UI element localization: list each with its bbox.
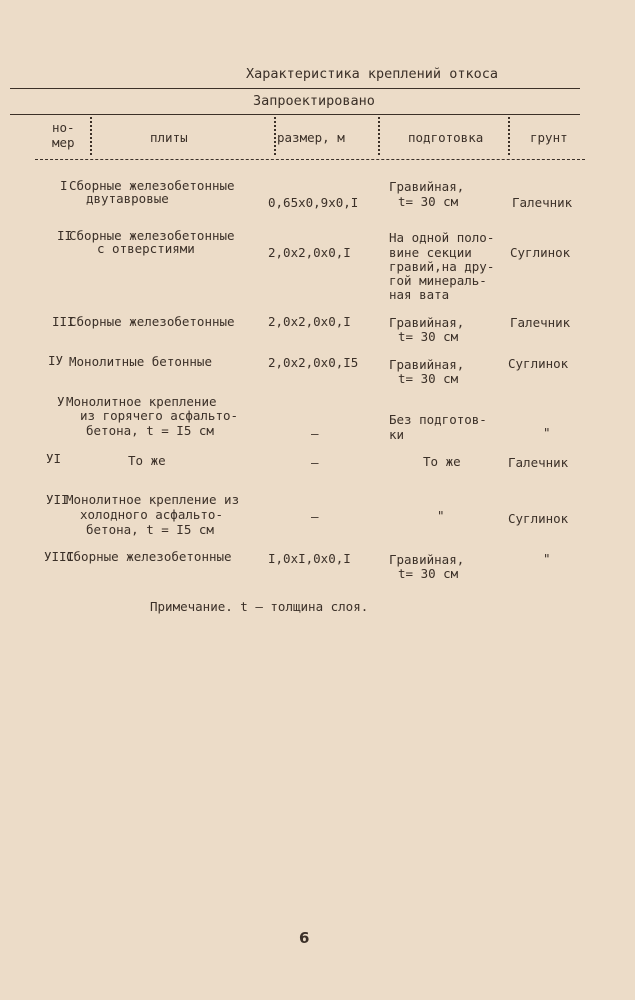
table-title: Характеристика креплений откоса	[246, 66, 498, 82]
row-4-plates-line1: Монолитные бетонные	[69, 354, 212, 369]
header-num-line1: но-	[52, 120, 75, 135]
row-7-soil: Суглинок	[508, 511, 569, 526]
row-2-prep-line3: гравий,на дру-	[389, 259, 495, 274]
row-1-size: 0,65x0,9x0,I	[268, 195, 359, 210]
row-7-size: –	[311, 509, 319, 524]
row-2-soil: Суглинок	[510, 245, 571, 260]
row-5-plates-line2: из горячего асфальто-	[80, 408, 239, 423]
row-3-prep-line2: t= 30 см	[398, 329, 459, 344]
row-6-size: –	[311, 455, 319, 470]
col-divider-2	[274, 117, 276, 155]
row-5-plates-line3: бетона, t = I5 см	[86, 423, 214, 438]
row-8-soil: "	[543, 551, 551, 566]
row-6-prep-line1: То же	[423, 454, 461, 469]
row-1-num: I	[60, 178, 68, 193]
row-1-plates-line1: Сборные железобетонные	[69, 178, 235, 193]
rule-header-bottom	[35, 159, 585, 160]
row-3-prep-line1: Гравийная,	[389, 315, 465, 330]
row-1-prep-line2: t= 30 см	[398, 194, 459, 209]
rule-top	[10, 88, 580, 89]
row-2-size: 2,0x2,0x0,I	[268, 245, 351, 260]
header-prep: подготовка	[408, 130, 484, 145]
row-2-prep-line4: гой минераль-	[389, 273, 487, 288]
row-2-prep-line1: На одной поло-	[389, 230, 495, 245]
row-5-prep-line2: ки	[389, 427, 405, 442]
row-2-num: II	[57, 228, 73, 243]
row-3-num: III	[52, 314, 75, 329]
row-4-num: IУ	[48, 353, 64, 368]
table-note: Примечание. t – толщина слоя.	[150, 599, 369, 614]
row-4-size: 2,0x2,0x0,I5	[268, 355, 359, 370]
row-1-plates-line2: двутавровые	[86, 191, 169, 206]
row-8-plates-line1: Сборные железобетонные	[66, 549, 232, 564]
row-7-plates-line3: бетона, t = I5 см	[86, 522, 214, 537]
rule-subtitle	[10, 114, 580, 115]
header-size: размер, м	[277, 130, 345, 145]
row-7-plates-line1: Монолитное крепление из	[66, 492, 240, 507]
col-divider-1	[90, 117, 92, 155]
row-7-prep-line1: "	[437, 508, 445, 523]
row-7-plates-line2: холодного асфальто-	[80, 507, 223, 522]
row-1-prep-line1: Гравийная,	[389, 179, 465, 194]
row-3-size: 2,0x2,0x0,I	[268, 314, 351, 329]
row-4-soil: Суглинок	[508, 356, 569, 371]
col-divider-4	[508, 117, 510, 155]
row-6-plates-line1: То же	[128, 453, 166, 468]
row-8-size: I,0xI,0x0,I	[268, 551, 351, 566]
row-8-num: УIII	[44, 549, 75, 564]
table-subtitle: Запроектировано	[253, 93, 375, 109]
row-2-plates-line1: Сборные железобетонные	[69, 228, 235, 243]
row-5-size: –	[311, 426, 319, 441]
row-1-soil: Галечник	[512, 195, 573, 210]
row-4-prep-line1: Гравийная,	[389, 357, 465, 372]
row-6-soil: Галечник	[508, 455, 569, 470]
row-5-num: У	[57, 394, 65, 409]
row-3-soil: Галечник	[510, 315, 571, 330]
row-3-plates-line1: Сборные железобетонные	[69, 314, 235, 329]
row-4-prep-line2: t= 30 см	[398, 371, 459, 386]
row-5-plates-line1: Монолитное крепление	[66, 394, 217, 409]
header-num-line2: мер	[52, 135, 75, 150]
page-number: 6	[299, 929, 310, 947]
row-5-prep-line1: Без подготов-	[389, 412, 487, 427]
row-2-plates-line2: с отверстиями	[97, 241, 195, 256]
row-8-prep-line1: Гравийная,	[389, 552, 465, 567]
row-6-num: УI	[46, 451, 62, 466]
row-2-prep-line2: вине секции	[389, 245, 472, 260]
row-7-num: УII	[46, 492, 69, 507]
header-plates: плиты	[150, 130, 188, 145]
col-divider-3	[378, 117, 380, 155]
row-5-soil: "	[543, 425, 551, 440]
header-soil: грунт	[530, 130, 568, 145]
row-2-prep-line5: ная вата	[389, 287, 450, 302]
row-8-prep-line2: t= 30 см	[398, 566, 459, 581]
